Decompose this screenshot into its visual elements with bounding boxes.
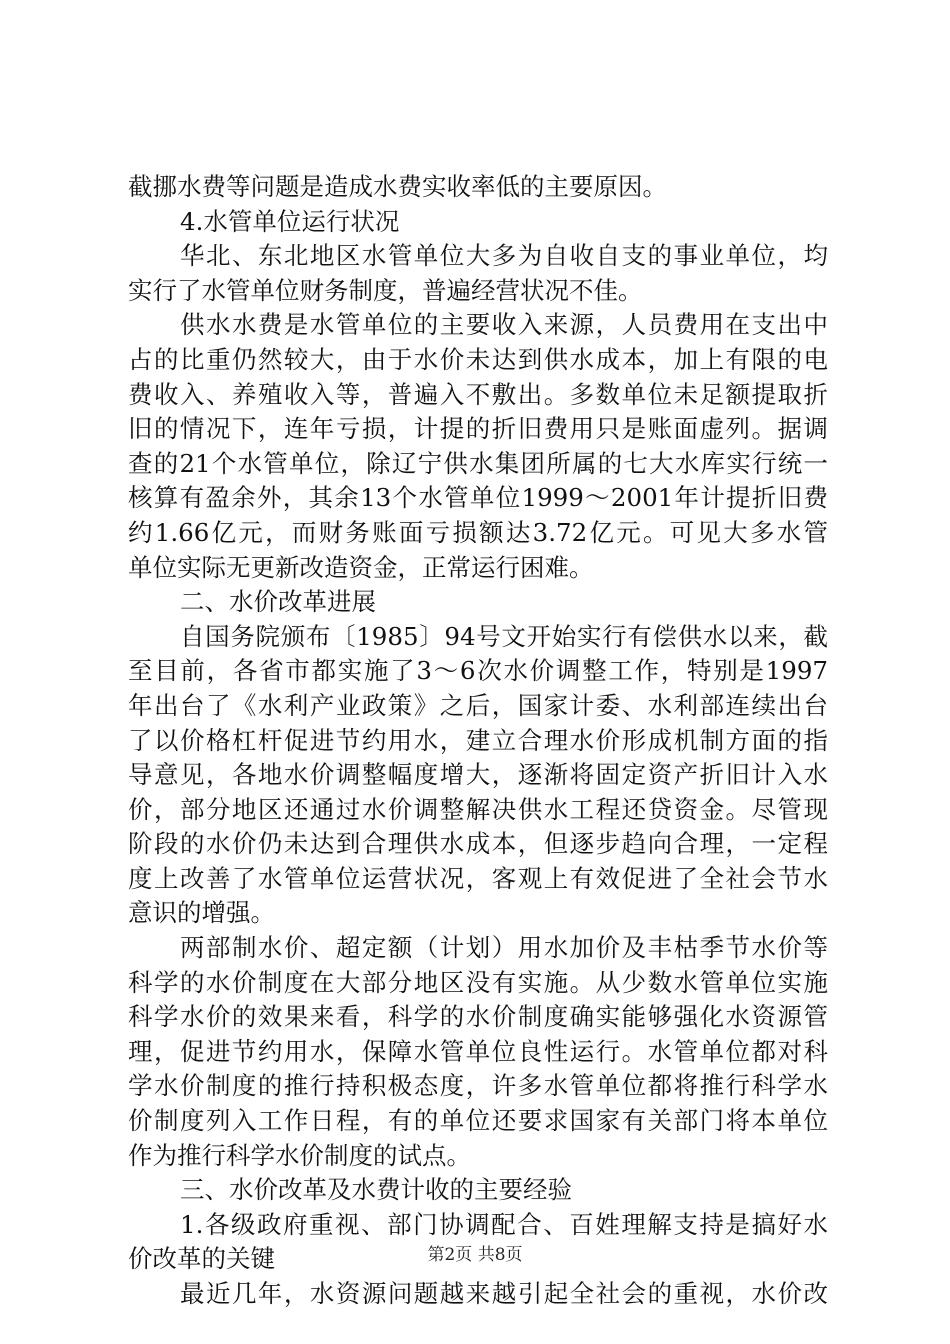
text-line: 价改革的关键 — [128, 1244, 275, 1274]
text-line: 导意见，各地水价调整幅度增大，逐渐将固定资产折旧计入水 — [128, 760, 828, 790]
text-line: 度上改善了水管单位运营状况，客观上有效促进了全社会节水 — [128, 863, 828, 893]
text-line: 价制度列入工作日程，有的单位还要求国家有关部门将本单位 — [128, 1106, 828, 1136]
text-line: 最近几年，水资源问题越来越引起全社会的重视，水价改 — [180, 1279, 828, 1308]
text-line: 占的比重仍然较大，由于水价未达到供水成本，加上有限的电 — [128, 344, 828, 374]
text-line: 华北、东北地区水管单位大多为自收自支的事业单位，均 — [180, 241, 828, 271]
text-line: 理，促进节约用水，保障水管单位良性运行。水管单位都对科 — [128, 1036, 828, 1066]
text-line: 科学的水价制度在大部分地区没有实施。从少数水管单位实施 — [128, 967, 828, 997]
text-line: 科学水价的效果来看，科学的水价制度确实能够强化水资源管 — [128, 1002, 828, 1032]
text-line: 学水价制度的推行持积极态度，许多水管单位都将推行科学水 — [128, 1071, 828, 1101]
text-line: 二、水价改革进展 — [180, 587, 376, 617]
text-line: 1.各级政府重视、部门协调配合、百姓理解支持是搞好水 — [180, 1209, 828, 1239]
text-line: 供水水费是水管单位的主要收入来源，人员费用在支出中 — [180, 310, 828, 340]
text-line: 至目前，各省市都实施了3～6次水价调整工作，特别是1997 — [128, 656, 828, 686]
text-line: 截挪水费等问题是造成水费实收率低的主要原因。 — [128, 172, 667, 201]
text-line: 旧的情况下，连年亏损，计提的折旧费用只是账面虚列。据调 — [128, 414, 828, 444]
text-line: 意识的增强。 — [128, 898, 275, 928]
text-line: 价，部分地区还通过水价调整解决供水工程还贷资金。尽管现 — [128, 794, 828, 824]
text-line: 查的21个水管单位，除辽宁供水集团所属的七大水库实行统一 — [128, 448, 828, 478]
text-line: 阶段的水价仍未达到合理供水成本，但逐步趋向合理，一定程 — [128, 829, 828, 859]
text-line: 年出台了《水利产业政策》之后，国家计委、水利部连续出台 — [128, 690, 828, 720]
text-line: 费收入、养殖收入等，普遍入不敷出。多数单位未足额提取折 — [128, 379, 828, 409]
text-line: 三、水价改革及水费计收的主要经验 — [180, 1175, 572, 1205]
text-line: 单位实际无更新改造资金，正常运行困难。 — [128, 552, 594, 582]
document-body — [128, 170, 828, 1312]
text-line: 核算有盈余外，其余13个水管单位1999～2001年计提折旧费 — [128, 483, 828, 513]
text-line: 4.水管单位运行状况 — [180, 206, 400, 236]
text-line: 实行了水管单位财务制度，普遍经营状况不佳。 — [128, 275, 643, 305]
text-line: 约1.66亿元，而财务账面亏损额达3.72亿元。可见大多水管 — [128, 517, 828, 547]
text-line: 自国务院颁布〔1985〕94号文开始实行有偿供水以来，截 — [180, 621, 828, 651]
text-line: 了以价格杠杆促进节约用水，建立合理水价形成机制方面的指 — [128, 725, 828, 755]
text-line: 作为推行科学水价制度的试点。 — [128, 1140, 471, 1170]
page-number-footer: 第2页 共8页 — [427, 1245, 523, 1265]
text-line: 两部制水价、超定额（计划）用水加价及丰枯季节水价等 — [180, 933, 828, 963]
